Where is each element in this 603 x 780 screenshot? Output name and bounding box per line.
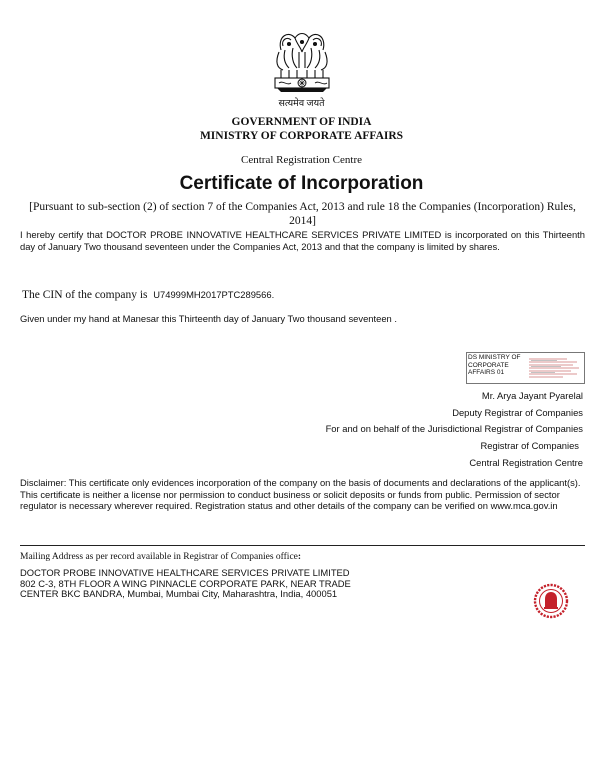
cin-label: The CIN of the company is	[22, 289, 148, 301]
registration-centre: Central Registration Centre	[241, 154, 362, 166]
government-heading: GOVERNMENT OF INDIA	[231, 116, 372, 128]
given-line: Given under my hand at Manesar this Thirteenth day of January Two thousand seventeen .	[20, 313, 397, 324]
signature-centre-line: Central Registration Centre	[469, 457, 583, 468]
digital-signature-box	[466, 352, 585, 384]
mailing-address-label	[20, 552, 301, 562]
mca-seal-icon	[533, 583, 569, 619]
signature-detail-icon	[527, 356, 583, 380]
cin-value: U74999MH2017PTC289566.	[153, 289, 275, 300]
registrar-line: Registrar of Companies	[480, 440, 579, 451]
mailing-address	[20, 568, 365, 600]
certificate-title: Certificate of Incorporation	[179, 173, 424, 194]
cin-line	[22, 289, 274, 301]
divider	[20, 545, 585, 546]
signature-box-label: DS MINISTRY OF CORPORATE AFFAIRS 01	[468, 354, 521, 377]
emblem-motto: सत्यमेव जयते	[278, 99, 325, 109]
disclaimer: Disclaimer: This certificate only evidences incorporation of the company on the basis of documents and declarations of the applicant(s). This certificate is neither a license nor permission to conduct business or solicit deposits or funds from public. Permission of sector regulator is necessary wherever required. Registration status and other details of the company can be verified on www.mca.gov.in	[20, 477, 581, 511]
mailing-label-text: Mailing Address as per record available in Registrar of Companies office	[20, 552, 298, 562]
certify-paragraph: I hereby certify that DOCTOR PROBE INNOVATIVE HEALTHCARE SERVICES PRIVATE LIMITED is incorporated on this Thirteenth day of January Two thousand seventeen under the Companies Act, 2013 and that the company is limited by shares.	[20, 229, 585, 252]
signer-designation: Deputy Registrar of Companies	[452, 407, 583, 418]
on-behalf-line: For and on behalf of the Jurisdictional Registrar of Companies	[325, 423, 583, 434]
pursuant-clause: [Pursuant to sub-section (2) of section 7 of the Companies Act, 2013 and rule 18 the Companies (Incorporation) Rules, 2014]	[29, 201, 576, 227]
signer-name: Mr. Arya Jayant Pyarelal	[481, 390, 583, 401]
mailing-label-colon: :	[297, 552, 302, 562]
mailing-street: 802 C-3, 8TH FLOOR A WING PINNACLE CORPORATE PARK, NEAR TRADE CENTER BKC BANDRA, Mumbai, Mumbai City, Maharashtra, India, 400051	[20, 577, 351, 599]
mailing-company: DOCTOR PROBE INNOVATIVE HEALTHCARE SERVICES PRIVATE LIMITED	[20, 567, 350, 578]
ministry-heading: MINISTRY OF CORPORATE AFFAIRS	[199, 130, 404, 142]
